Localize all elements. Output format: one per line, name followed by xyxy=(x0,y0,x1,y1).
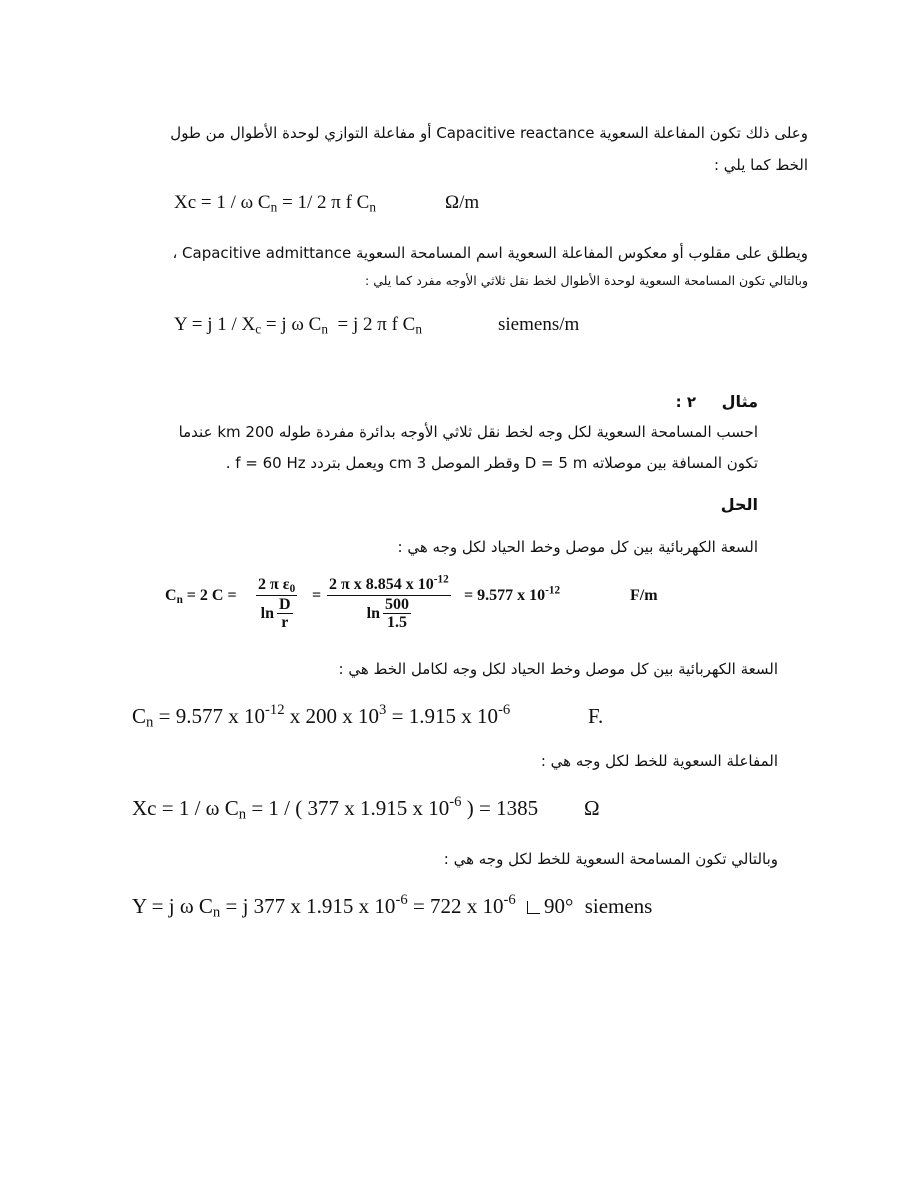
frac2-denominator xyxy=(367,596,411,632)
intro-line-1: وعلى ذلك تكون المفاعلة السعوية Capacitive reactance أو مفاعلة التوازي لوحدة الأطوال من طول xyxy=(170,124,808,142)
total-cap-expr: $C_n = 9.577$ x $10^{-12}$ x 200 x $10^3 = 1.915$ x $10^{-6}$ xyxy=(132,702,511,731)
total-cap-label: السعة الكهربائية بين كل موصل وخط الحياد لكل وجه لكامل الخط هي : xyxy=(338,660,778,678)
cap-eq-unit: F/m xyxy=(630,587,658,604)
reactance-expr: Xc = 1 / ω $C_n = 1$ / ( 377 x 1.915 x $10^{-6}$ ) = 1385 xyxy=(132,794,539,823)
reactance-unit: Ω xyxy=(584,796,600,820)
total-cap-unit: F. xyxy=(588,704,604,728)
y-unit: siemens/m xyxy=(498,314,580,335)
frac2-den-num: 500 xyxy=(385,596,410,613)
frac1-numerator: 2 π $\varepsilon_0$ xyxy=(258,576,296,595)
cap-eq-lhs: $C_n = 2$ C = xyxy=(165,587,237,606)
admittance-expr: Y = j ω $C_n = j$ 377 x 1.915 x $10^{-6} = 722$ x $10^{-6}$ xyxy=(132,892,516,921)
solution-heading: الحل xyxy=(720,495,758,514)
example-number: ٢ : xyxy=(675,393,696,411)
intro-line-2: الخط كما يلي : xyxy=(713,156,808,174)
admittance-unit: siemens xyxy=(584,894,653,918)
cap-fraction-2 xyxy=(327,575,451,632)
frac1-denominator xyxy=(261,596,293,632)
frac1-den-den: r xyxy=(281,614,289,631)
example-line-1: احسب المسامحة السعوية لكل وجه لخط نقل ثلاثي الأوجه بدائرة مفردة طوله 200 km عندما xyxy=(178,423,758,441)
y-expr: Y = j $1 / X_c = j$ ω $C_n = j$ 2 π f $C_n$ xyxy=(174,314,423,337)
frac1-den-num: D xyxy=(278,596,291,613)
admittance-line-1: ويطلق على مقلوب أو معكوس المفاعلة السعوية اسم المسامحة السعوية Capacitive admittance ، xyxy=(172,244,808,262)
y-equation xyxy=(174,314,422,336)
admittance-angle: 90° xyxy=(544,894,574,918)
frac2-numerator: 2 π x 8.854 x $10^{-12}$ xyxy=(327,575,451,596)
angle-icon xyxy=(527,901,540,914)
admittance-result-equation xyxy=(132,894,652,919)
frac2-den-den: 1.5 xyxy=(387,614,408,631)
example-title: مثال xyxy=(721,392,758,411)
cap-eq-result: = 9.577 x $10^{-12}$ xyxy=(464,584,561,604)
xc-unit: Ω/m xyxy=(445,192,480,213)
reactance-equation xyxy=(132,796,538,821)
cap-label: السعة الكهربائية بين كل موصل وخط الحياد لكل وجه هي : xyxy=(397,538,758,556)
example-heading xyxy=(722,391,758,413)
cap-eq-equals: = xyxy=(312,587,322,604)
xc-equation xyxy=(174,192,376,214)
frac1-ln: ln xyxy=(260,605,274,622)
total-cap-equation xyxy=(132,704,510,729)
admittance-result-label: وبالتالي تكون المسامحة السعوية للخط لكل وجه هي : xyxy=(443,850,778,868)
xc-expr: Xc = 1 / ω $C_n = 1/$ 2 π f $C_n$ xyxy=(174,192,376,215)
reactance-label: المفاعلة السعوية للخط لكل وجه هي : xyxy=(540,752,778,770)
frac2-ln: ln xyxy=(366,605,381,622)
cap-fraction-1 xyxy=(256,575,297,632)
example-line-2: تكون المسافة بين موصلاته D = 5 m وقطر الموصل 3 cm ويعمل بتردد f = 60 Hz . xyxy=(225,454,758,472)
admittance-line-2: وبالتالي تكون المسامحة السعوية لوحدة الأطوال لخط نقل ثلاثي الأوجه مفرد كما يلي : xyxy=(365,273,808,288)
